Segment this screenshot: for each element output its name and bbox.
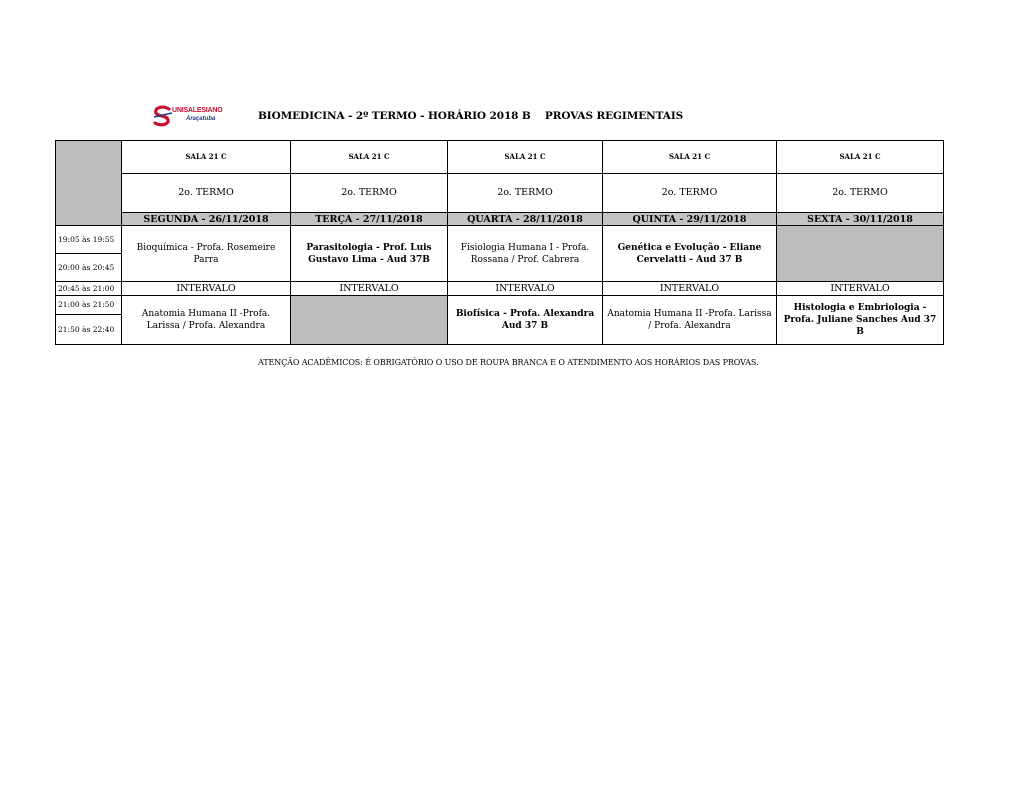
exam-cell: Bioquímica - Profa. Rosemeire Parra — [122, 226, 291, 282]
term-header: 2o. TERMO — [777, 174, 944, 213]
time-slot: 21:00 às 21:50 — [56, 296, 122, 315]
interval-cell: INTERVALO — [603, 282, 777, 296]
time-row — [56, 226, 944, 254]
term-row — [56, 174, 944, 213]
room-row — [56, 141, 944, 174]
exam-cell: Fisiologia Humana I - Profa. Rossana / Prof. Cabrera — [448, 226, 603, 282]
empty-cell — [291, 296, 448, 345]
interval-cell: INTERVALO — [448, 282, 603, 296]
corner-cell — [56, 141, 122, 226]
exam-cell: Parasitologia - Prof. Luis Gustavo Lima - Aud 37B — [291, 226, 448, 282]
exam-cell: Anatomia Humana II -Profa. Larissa / Profa. Alexandra — [122, 296, 291, 345]
room-header: SALA 21 C — [777, 141, 944, 174]
exam-cell: Histologia e Embriologia - Profa. Juliane Sanches Aud 37 B — [777, 296, 944, 345]
empty-cell — [777, 226, 944, 282]
term-header: 2o. TERMO — [448, 174, 603, 213]
time-row — [56, 296, 944, 315]
logo-name: UNISALESIANO — [172, 107, 223, 114]
logo-emblem-icon — [152, 104, 174, 128]
day-header: SEXTA - 30/11/2018 — [777, 213, 944, 226]
day-header: SEGUNDA - 26/11/2018 — [122, 213, 291, 226]
exam-cell: Biofísica - Profa. Alexandra Aud 37 B — [448, 296, 603, 345]
day-header: QUINTA - 29/11/2018 — [603, 213, 777, 226]
page-title: BIOMEDICINA - 2º TERMO - HORÁRIO 2018 B PROVAS REGIMENTAIS — [258, 110, 684, 122]
time-slot: 21:50 às 22:40 — [56, 315, 122, 345]
interval-cell: INTERVALO — [122, 282, 291, 296]
time-slot: 19:05 às 19:55 — [56, 226, 122, 254]
interval-cell: INTERVALO — [777, 282, 944, 296]
term-header: 2o. TERMO — [603, 174, 777, 213]
day-row — [56, 213, 944, 226]
exam-schedule-table — [55, 140, 944, 345]
interval-row — [56, 282, 944, 296]
time-slot: 20:45 às 21:00 — [56, 282, 122, 296]
exam-cell: Anatomia Humana II -Profa. Larissa / Profa. Alexandra — [603, 296, 777, 345]
term-header: 2o. TERMO — [291, 174, 448, 213]
room-header: SALA 21 C — [603, 141, 777, 174]
logo-city: Araçatuba — [186, 116, 216, 122]
interval-cell: INTERVALO — [291, 282, 448, 296]
room-header: SALA 21 C — [122, 141, 291, 174]
room-header: SALA 21 C — [291, 141, 448, 174]
day-header: QUARTA - 28/11/2018 — [448, 213, 603, 226]
time-slot: 20:00 às 20:45 — [56, 254, 122, 282]
exam-cell: Genética e Evolução - Eliane Cervelatti - Aud 37 B — [603, 226, 777, 282]
day-header: TERÇA - 27/11/2018 — [291, 213, 448, 226]
room-header: SALA 21 C — [448, 141, 603, 174]
unisalesiano-logo — [152, 104, 232, 128]
term-header: 2o. TERMO — [122, 174, 291, 213]
notice-text: ATENÇÃO ACADÊMICOS: É OBRIGATÓRIO O USO DE ROUPA BRANCA E O ATENDIMENTO AOS HORÁRIOS DAS PROVAS. — [258, 358, 759, 367]
